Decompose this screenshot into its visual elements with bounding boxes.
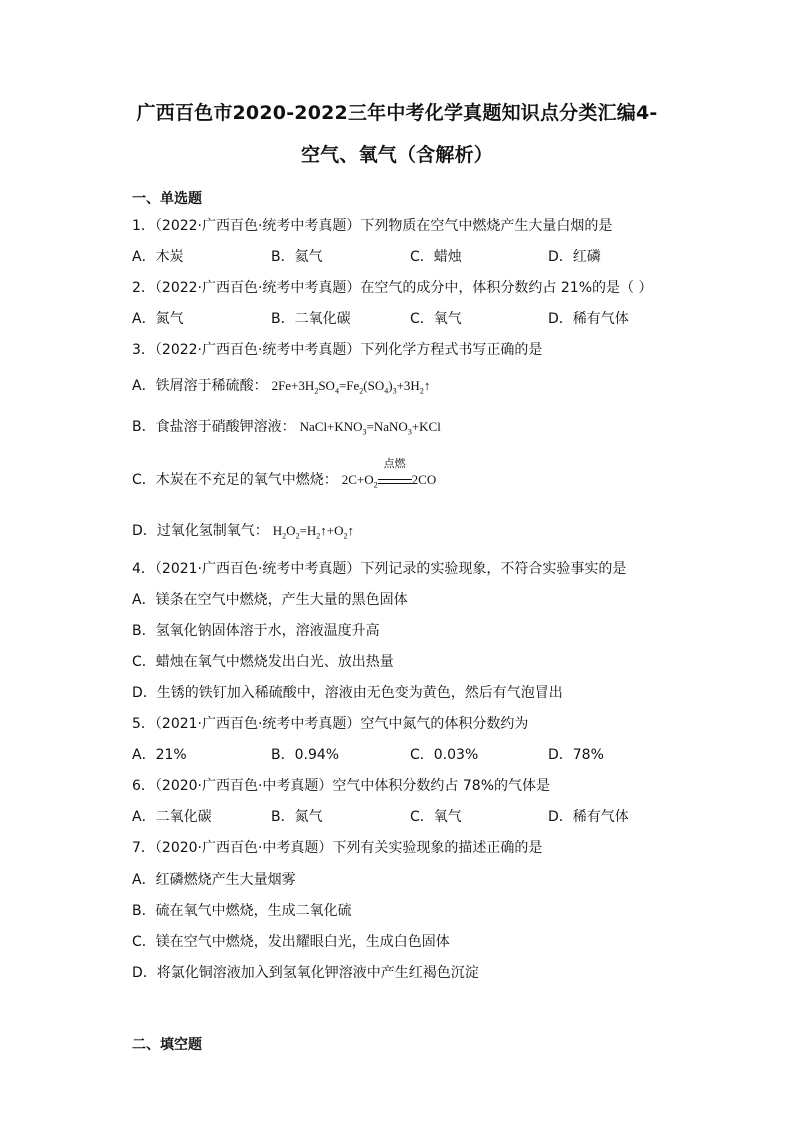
question-1-option-b: B．氦气 (271, 249, 323, 265)
question-2-option-b: B．二氧化碳 (271, 311, 351, 327)
chemical-equation: $2Fe+3H_2SO_4=Fe_2(SO_4)_3+3H_2↑$ (271, 378, 431, 396)
question-4-stem: 4．（2021·广西百色·统考中考真题）下列记录的实验现象，不符合实验事实的是 (132, 561, 627, 577)
document-title-line2: 空气、氧气（含解析） (300, 144, 493, 166)
question-6-option-b: B．氮气 (271, 809, 323, 825)
chemical-equation: $H_2O_2=H_2↑+O_2↑$ (272, 523, 355, 541)
option-label: C．木炭在不充足的氧气中燃烧： (132, 472, 338, 488)
question-2-option-d: D．稀有气体 (548, 311, 629, 327)
question-2-stem: 2．（2022·广西百色·统考中考真题）在空气的成分中，体积分数约占 21%的是（ ） (132, 280, 653, 296)
question-6-option-c: C．氧气 (410, 809, 462, 825)
option-label: B．食盐溶于硝酸钾溶液： (132, 419, 296, 435)
question-5-option-d: D．78% (548, 747, 604, 763)
option-label: D．过氧化氢制氧气： (132, 523, 269, 539)
question-5-option-b: B．0.94% (271, 747, 340, 763)
document-title-line1: 广西百色市2020-2022三年中考化学真题知识点分类汇编4- (136, 102, 658, 124)
question-1-option-c: C．蜡烛 (410, 249, 462, 265)
question-3-option-a (132, 375, 430, 396)
question-7-stem: 7．（2020·广西百色·中考真题）下列有关实验现象的描述正确的是 (132, 840, 543, 856)
question-3-option-b (132, 416, 441, 437)
question-4-option-b: B．氢氧化钠固体溶于水，溶液温度升高 (132, 623, 380, 639)
question-5-option-a: A．21% (132, 747, 187, 763)
question-1-option-a: A．木炭 (132, 249, 184, 265)
chemical-equation: $2C+O_2$ 点燃 2CO (341, 457, 437, 490)
question-3-option-d (132, 520, 354, 541)
question-6-option-d: D．稀有气体 (548, 809, 629, 825)
section-heading-fill-in-blank: 二、填空题 (132, 1037, 202, 1053)
section-heading-single-choice: 一、单选题 (132, 191, 202, 207)
question-7-option-c: C．镁在空气中燃烧，发出耀眼白光，生成白色固体 (132, 934, 450, 950)
question-2-option-a: A．氮气 (132, 311, 184, 327)
question-6-option-a: A．二氧化碳 (132, 809, 212, 825)
question-4-option-a: A．镁条在空气中燃烧，产生大量的黑色固体 (132, 592, 408, 608)
question-4-option-d: D．生锈的铁钉加入稀硫酸中，溶液由无色变为黄色，然后有气泡冒出 (132, 685, 563, 701)
question-5-option-c: C．0.03% (410, 747, 479, 763)
question-5-stem: 5．（2021·广西百色·统考中考真题）空气中氮气的体积分数约为 (132, 716, 529, 732)
question-7-option-b: B．硫在氧气中燃烧，生成二氧化硫 (132, 903, 352, 919)
question-7-option-d: D．将氯化铜溶液加入到氢氧化钾溶液中产生红褐色沉淀 (132, 965, 479, 981)
chemical-equation: $NaCl+KNO_3=NaNO_3+KCl$ (299, 419, 441, 437)
question-7-option-a: A．红磷燃烧产生大量烟雾 (132, 872, 296, 888)
question-6-stem: 6．（2020·广西百色·中考真题）空气中体积分数约占 78%的气体是 (132, 778, 551, 794)
question-1-stem: 1．（2022·广西百色·统考中考真题）下列物质在空气中燃烧产生大量白烟的是 (132, 218, 613, 234)
option-label: A．铁屑溶于稀硫酸： (132, 378, 268, 394)
question-3-option-c (132, 457, 437, 490)
question-1-option-d: D．红磷 (548, 249, 601, 265)
reaction-condition: 点燃 (378, 472, 412, 488)
question-2-option-c: C．氧气 (410, 311, 462, 327)
question-3-stem: 3．（2022·广西百色·统考中考真题）下列化学方程式书写正确的是 (132, 342, 543, 358)
question-4-option-c: C．蜡烛在氧气中燃烧发出白光、放出热量 (132, 654, 394, 670)
